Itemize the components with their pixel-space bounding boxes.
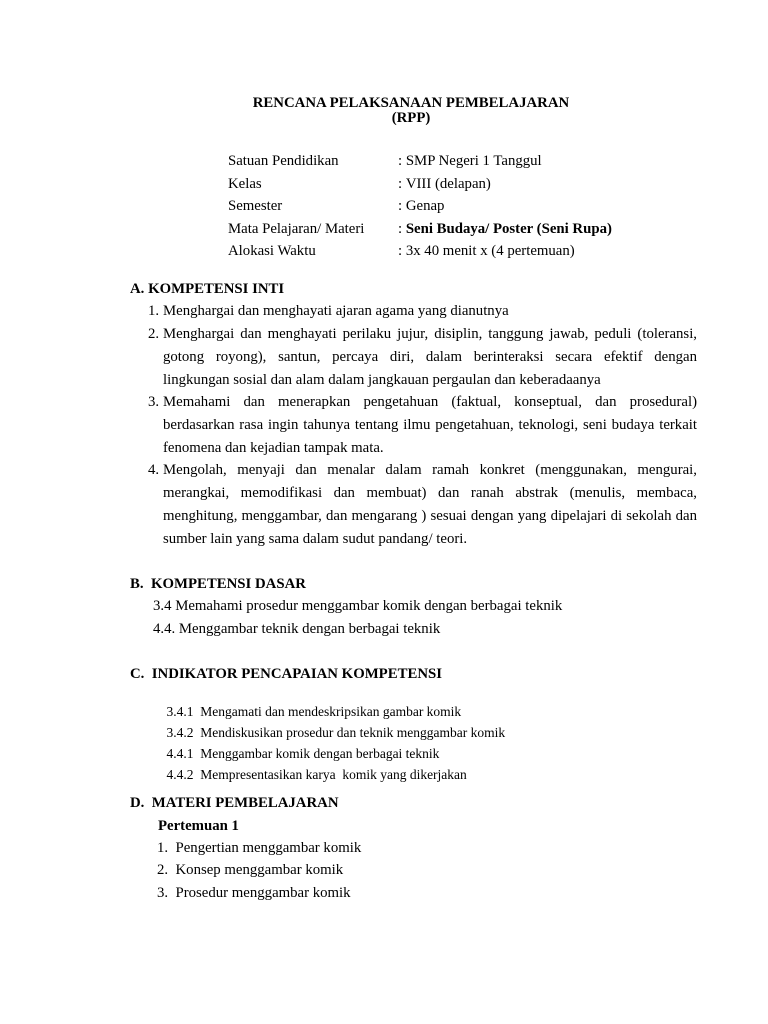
- list-item-line: Mengolah, menyaji dan menalar dalam ramah konkret (menggunakan, mengurai,: [163, 462, 697, 478]
- list-item-number: 2.: [148, 326, 160, 342]
- indikator-code: 4.4.2: [166, 767, 194, 782]
- identity-label: Kelas: [228, 176, 262, 192]
- list-item-number: 1.: [148, 303, 160, 319]
- identity-value-group: [398, 221, 612, 238]
- identity-value: Genap: [405, 198, 445, 214]
- list-item-line: berdasarkan rasa ingin tahunya tentang ilmu pengetahuan, teknologi, seni budaya terkait: [163, 417, 697, 433]
- list-item-number: 3.: [148, 394, 160, 410]
- list-item-line: Menghargai dan menghayati ajaran agama yang dianutnya: [163, 303, 509, 319]
- materi-item: 2. Konsep menggambar komik: [157, 862, 344, 878]
- materi-subheading: Pertemuan 1: [158, 818, 239, 834]
- indikator-code: 3.4.1: [166, 704, 194, 719]
- identity-row-alokasi-waktu: [0, 243, 768, 260]
- identity-label: Semester: [228, 198, 283, 214]
- list-item-line: lingkungan sosial dan alam dalam jangkauan pergaulan dan keberadaanya: [163, 372, 601, 388]
- list-item-line: Menghargai dan menghayati perilaku jujur, disiplin, tanggung jawab, peduli (toleransi,: [163, 326, 697, 342]
- list-item-line: Memahami dan menerapkan pengetahuan (faktual, konseptual, dan prosedural): [163, 394, 697, 410]
- identity-value: VIII (delapan): [405, 176, 491, 192]
- identity-label: Alokasi Waktu: [228, 243, 316, 259]
- identity-separator: :: [398, 176, 403, 192]
- document-subtitle: (RPP): [391, 110, 431, 126]
- identity-separator: :: [398, 153, 403, 169]
- section-heading-kompetensi-inti: A. KOMPETENSI INTI: [130, 281, 285, 297]
- document-title: RENCANA PELAKSANAAN PEMBELAJARAN: [252, 95, 570, 111]
- identity-row-kelas: [0, 176, 768, 193]
- indikator-text: Menggambar komik dengan berbagai teknik: [200, 746, 440, 761]
- identity-value-group: [398, 153, 542, 170]
- indikator-text: Mengamati dan mendeskripsikan gambar komik: [200, 704, 462, 719]
- indikator-code: 3.4.2: [166, 725, 194, 740]
- indikator-item: [153, 751, 467, 799]
- identity-value-group: [398, 176, 491, 193]
- identity-separator: :: [398, 221, 403, 237]
- kompetensi-dasar-item: 3.4 Memahami prosedur menggambar komik dengan berbagai teknik: [153, 598, 563, 614]
- indikator-text: Mendiskusikan prosedur dan teknik menggambar komik: [200, 725, 506, 740]
- list-item-line: gotong royong), santun, percaya diri, dalam berinteraksi secara efektif dengan: [163, 349, 697, 365]
- list-item-number: 4.: [148, 462, 160, 478]
- identity-label: Satuan Pendidikan: [228, 153, 339, 169]
- materi-item: 3. Prosedur menggambar komik: [157, 885, 351, 901]
- materi-item: 1. Pengertian menggambar komik: [157, 840, 362, 856]
- identity-value-group: [398, 198, 444, 215]
- indikator-code: 4.4.1: [166, 746, 194, 761]
- identity-row-mata-pelajaran: [0, 221, 768, 238]
- identity-value: 3x 40 menit x (4 pertemuan): [405, 243, 575, 259]
- section-heading-kompetensi-dasar: B. KOMPETENSI DASAR: [130, 576, 306, 592]
- identity-value: SMP Negeri 1 Tanggul: [405, 153, 542, 169]
- identity-label: Mata Pelajaran/ Materi: [228, 221, 365, 237]
- identity-row-semester: [0, 198, 768, 215]
- list-item-line: sumber lain yang sama dalam sudut pandang/ teori.: [163, 531, 468, 547]
- identity-value-group: [398, 243, 575, 260]
- section-heading-materi: D. MATERI PEMBELAJARAN: [130, 795, 339, 811]
- list-item-line: menghitung, menggambar, dan mengarang ) sesuai dengan yang dipelajari di sekolah dan: [163, 508, 697, 524]
- list-item-line: fenomena dan kejadian tampak mata.: [163, 440, 384, 456]
- section-heading-indikator: C. INDIKATOR PENCAPAIAN KOMPETENSI: [130, 666, 442, 682]
- identity-separator: :: [398, 198, 403, 214]
- identity-value: Seni Budaya/ Poster (Seni Rupa): [405, 221, 612, 237]
- identity-separator: :: [398, 243, 403, 259]
- indikator-text: Mempresentasikan karya komik yang dikerjakan: [200, 767, 467, 782]
- identity-row-satuan-pendidikan: [0, 153, 768, 170]
- list-item-line: merangkai, memodifikasi dan membuat) dan ranah abstrak (menulis, membaca,: [163, 485, 697, 501]
- kompetensi-dasar-item: 4.4. Menggambar teknik dengan berbagai teknik: [153, 621, 441, 637]
